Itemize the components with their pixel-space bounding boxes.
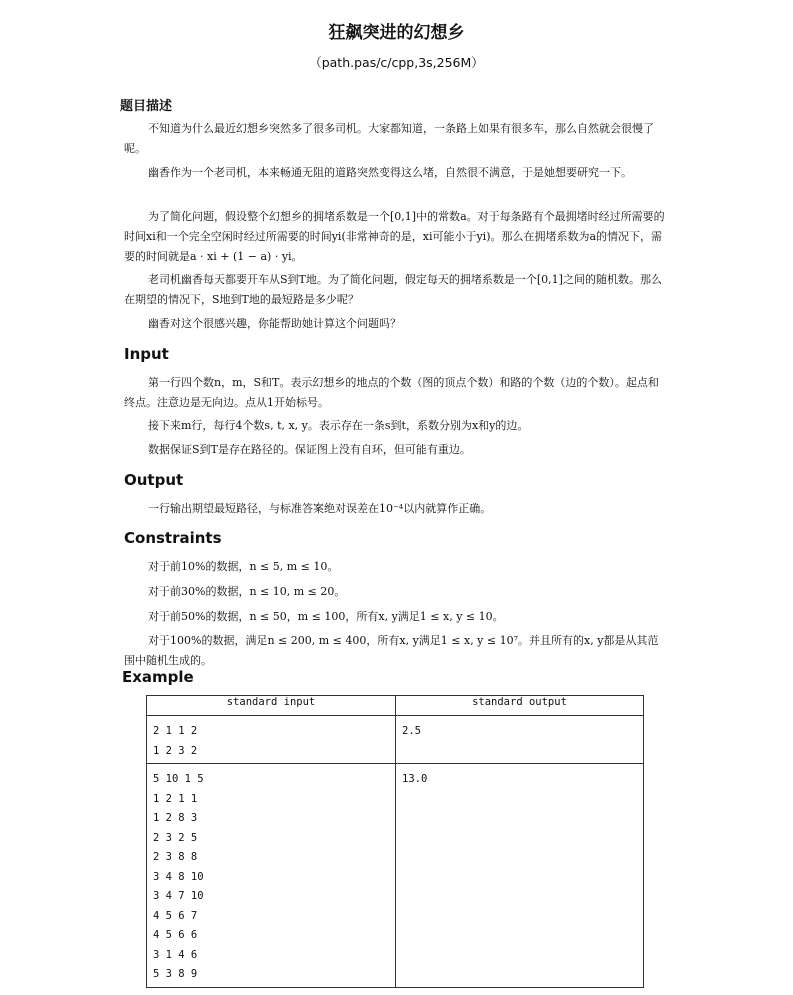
example-2-input bbox=[147, 764, 396, 988]
example-2-input-line: 1 2 8 3 bbox=[153, 812, 198, 824]
output-heading: Output bbox=[124, 471, 184, 489]
example-2-input-line: 2 3 8 8 bbox=[153, 851, 198, 863]
description-paragraph-5: 幽香对这个很感兴趣，你能帮助她计算这个问题吗？ bbox=[148, 317, 401, 330]
constraint-4: 对于100%的数据，满足n ≤ 200, m ≤ 400，所有x, y满足1 ≤ x, y ≤ 10⁷。并且所有的x, y都是从其范围中随机生成的。 bbox=[124, 634, 659, 667]
input-heading: Input bbox=[124, 345, 169, 363]
constraints-heading: Constraints bbox=[124, 529, 222, 547]
example-2-input-line: 2 3 2 5 bbox=[153, 831, 198, 844]
description-heading: 题目描述 bbox=[120, 99, 173, 114]
example-2-output bbox=[396, 764, 644, 988]
constraint-3: 对于前50%的数据，n ≤ 50，m ≤ 100，所有x, y满足1 ≤ x, y ≤ 10。 bbox=[148, 610, 504, 623]
example-2-input-line: 5 10 1 5 bbox=[153, 773, 204, 785]
example-row-2 bbox=[147, 764, 644, 988]
example-1-output bbox=[396, 716, 644, 764]
example-2-input-line: 5 3 8 9 bbox=[153, 968, 198, 980]
description-paragraph-4: 老司机幽香每天都要开车从S到T地。为了简化问题，假定每天的拥堵系数是一个[0,1]之间的随机数。那么在期望的情况下，S地到T地的最短路是多少呢？ bbox=[124, 273, 662, 306]
input-paragraph-1: 第一行四个数n，m，S和T。表示幻想乡的地点的个数（图的顶点个数）和路的个数（边的个数）。起点和终点。注意边是无向边。点从1开始标号。 bbox=[124, 376, 659, 409]
example-1-input bbox=[147, 716, 396, 764]
example-header-row bbox=[147, 696, 644, 716]
description-paragraph-2: 幽香作为一个老司机，本来畅通无阻的道路突然变得这么堵，自然很不满意，于是她想要研究一下。 bbox=[148, 166, 632, 179]
description-paragraph-1: 不知道为什么最近幻想乡突然多了很多司机。大家都知道，一条路上如果有很多车，那么自然就会很慢了呢。 bbox=[124, 122, 654, 155]
standard-output-header: standard output bbox=[396, 696, 644, 716]
input-paragraph-2: 接下来m行，每行4个数s, t, x, y。表示存在一条s到t，系数分别为x和y的边。 bbox=[148, 419, 529, 432]
example-row-1 bbox=[147, 716, 644, 764]
example-1-input-line: 2 1 1 2 bbox=[153, 725, 198, 737]
example-heading: Example bbox=[122, 668, 194, 686]
example-1-output-line: 2.5 bbox=[402, 725, 421, 737]
description-paragraph-3: 为了简化问题，假设整个幻想乡的拥堵系数是一个[0,1]中的常数a。对于每条路有个最拥堵时经过所需要的时间xi和一个完全空闲时经过所需要的时间yi(非常神奇的是，xi可能小于yi)。那么在拥堵系数为a的情况下，需要的时间就是a · xi + (1 − a) · yi。 bbox=[124, 210, 665, 263]
constraint-2: 对于前30%的数据，n ≤ 10, m ≤ 20。 bbox=[148, 585, 346, 598]
problem-title: 狂飙突进的幻想乡 bbox=[328, 23, 465, 43]
constraint-1: 对于前10%的数据，n ≤ 5, m ≤ 10。 bbox=[148, 560, 339, 573]
input-paragraph-3: 数据保证S到T是存在路径的。保证图上没有自环，但可能有重边。 bbox=[148, 443, 471, 456]
example-table bbox=[146, 695, 644, 988]
example-2-input-line: 4 5 6 6 bbox=[153, 929, 198, 941]
example-2-input-line: 3 4 7 10 bbox=[153, 890, 204, 902]
example-2-output-line: 13.0 bbox=[402, 773, 428, 785]
example-2-input-line: 4 5 6 7 bbox=[153, 909, 198, 922]
example-2-input-line: 3 4 8 10 bbox=[153, 870, 204, 883]
example-2-input-line: 1 2 1 1 bbox=[153, 792, 198, 805]
standard-input-header: standard input bbox=[147, 696, 396, 716]
problem-subtitle: （path.pas/c/cpp,3s,256M） bbox=[309, 55, 484, 70]
output-paragraph-1: 一行输出期望最短路径，与标准答案绝对误差在10⁻⁴以内就算作正确。 bbox=[148, 502, 492, 515]
example-2-input-line: 3 1 4 6 bbox=[153, 948, 198, 961]
example-1-input-line: 1 2 3 2 bbox=[153, 744, 198, 757]
